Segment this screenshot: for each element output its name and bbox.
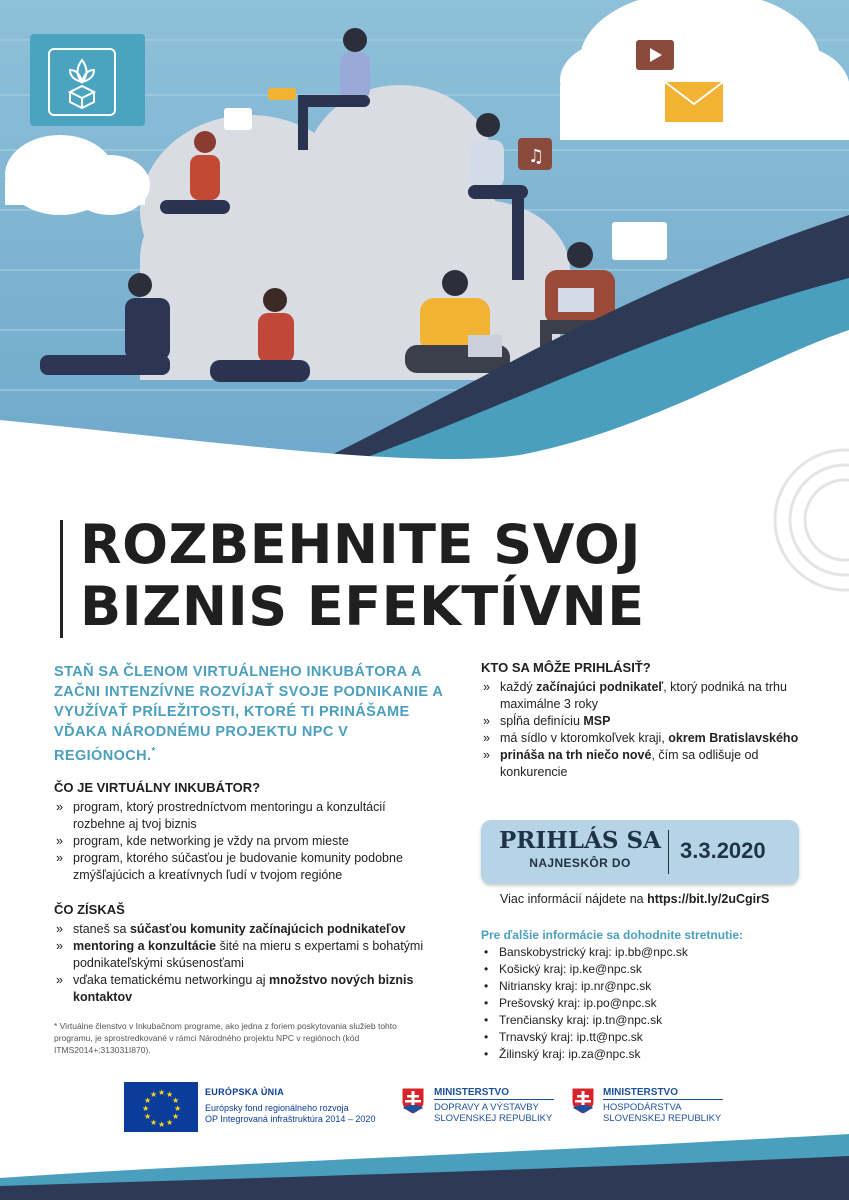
ministry2-line2: SLOVENSKEJ REPUBLIKY [603, 1113, 722, 1124]
list-item: » prináša na trh niečo nové, čím sa odlišuje od konkurencie [481, 747, 806, 781]
svg-text:★: ★ [144, 1096, 152, 1105]
contacts-section [481, 928, 811, 1063]
contacts-heading: Pre ďalšie informácie sa dohodnite stretnutie: [481, 928, 744, 942]
svg-text:★: ★ [172, 1112, 180, 1121]
list-item: » staneš sa súčasťou komunity začínajúcich podnikateľov [54, 921, 439, 938]
register-label: PRIHLÁS SA [499, 827, 661, 854]
contact-item: • Žilinský kraj: ip.za@npc.sk [481, 1046, 811, 1063]
footer [0, 1078, 849, 1200]
benefits-section [54, 902, 439, 1006]
list-item: » mentoring a konzultácie šité na mieru s expertami s bohatými podnikateľskými skúsenosťami [54, 938, 439, 972]
registration-box [481, 820, 799, 884]
ministry1-title: MINISTERSTVO [434, 1087, 510, 1098]
divider [668, 830, 669, 874]
ministry1-rule [434, 1099, 554, 1100]
who-list [481, 679, 806, 781]
footer-wave [0, 1134, 849, 1200]
what-is-section [54, 780, 439, 884]
contact-item: • Trnavský kraj: ip.tt@npc.sk [481, 1029, 811, 1046]
contact-item: • Košický kraj: ip.ke@npc.sk [481, 961, 811, 978]
list-item: » program, ktorého súčasťou je budovanie komunity podobne zmýšľajúcich a kreatívnych ľudí v tvojom regióne [54, 850, 439, 884]
list-item: » spĺňa definíciu MSP [481, 713, 806, 730]
list-item: » každý začínajúci podnikateľ, ktorý podniká na trhu maximálne 3 roky [481, 679, 806, 713]
list-item: » má sídlo v ktoromkoľvek kraji, okrem Bratislavského [481, 730, 806, 747]
svg-text:★: ★ [150, 1118, 158, 1127]
what-is-list [54, 799, 439, 884]
benefits-heading: ČO ZÍSKAŠ [54, 902, 125, 917]
contact-item: • Trenčiansky kraj: ip.tn@npc.sk [481, 1012, 811, 1029]
who-heading: KTO SA MÔŽE PRIHLÁSIŤ? [481, 660, 651, 675]
register-sublabel: NAJNESKÔR DO [529, 856, 631, 870]
svg-text:★: ★ [174, 1104, 182, 1113]
what-is-heading: ČO JE VIRTUÁLNY INKUBÁTOR? [54, 780, 261, 795]
slovak-coat-of-arms-icon [400, 1086, 426, 1116]
who-section [481, 660, 806, 781]
svg-text:★: ★ [166, 1118, 174, 1127]
ministry1-line1: DOPRAVY A VÝSTAVBY [434, 1102, 539, 1113]
footnote: * Virtuálne členstvo v Inkubačnom programe, ako jedna z foriem poskytovania služieb tohto programu, je sprostredkované v rámci Národného projektu NPC v regiónoch (kód ITMS2014+:313031I870). [54, 1021, 397, 1055]
list-item: » program, kde networking je vždy na prvom mieste [54, 833, 439, 850]
title-bar [60, 520, 63, 638]
more-info-link[interactable]: https://bit.ly/2uCgirS [647, 892, 770, 906]
plant-cube-icon [50, 50, 114, 114]
benefits-list [54, 921, 439, 1006]
ministry2-line1: HOSPODÁRSTVA [603, 1102, 682, 1113]
svg-text:♫: ♫ [528, 146, 545, 167]
svg-text:★: ★ [150, 1090, 158, 1099]
svg-text:★: ★ [166, 1090, 174, 1099]
deadline-date: 3.3.2020 [680, 838, 766, 863]
eu-title: EURÓPSKA ÚNIA [205, 1087, 285, 1097]
npc-logo [30, 34, 145, 126]
svg-text:★: ★ [172, 1096, 180, 1105]
list-item: » program, ktorý prostredníctvom mentoringu a konzultácií rozbehne aj tvoj biznis [54, 799, 439, 833]
svg-text:★: ★ [158, 1120, 166, 1129]
contacts-list [481, 944, 811, 1063]
title-line-1: ROZBEHNITE SVOJ [80, 513, 641, 576]
contact-item: • Prešovský kraj: ip.po@npc.sk [481, 995, 811, 1012]
intro-text [54, 662, 454, 766]
contact-item: • Banskobystrický kraj: ip.bb@npc.sk [481, 944, 811, 961]
title-line-2: BIZNIS EFEKTÍVNE [80, 575, 645, 638]
more-info-line: Viac informácií nájdete na https://bit.ly/2uCgirS [500, 892, 770, 906]
eu-op: OP Integrovaná infraštruktúra 2014 – 2020 [205, 1114, 376, 1124]
ministry2-title: MINISTERSTVO [603, 1087, 679, 1098]
list-item: » vďaka tematickému networkingu aj množstvo nových biznis kontaktov [54, 972, 439, 1006]
eu-flag-icon [124, 1082, 198, 1132]
eu-fund: Európsky fond regionálneho rozvoja [205, 1103, 349, 1113]
page-title [80, 514, 645, 638]
contact-item: • Nitriansky kraj: ip.nr@npc.sk [481, 978, 811, 995]
footnote-mark: * [151, 746, 156, 757]
ministry2-rule [603, 1099, 723, 1100]
svg-text:★: ★ [158, 1088, 166, 1097]
chat-icon [612, 222, 667, 260]
slovak-coat-of-arms-icon [570, 1086, 596, 1116]
svg-text:★: ★ [144, 1112, 152, 1121]
intro-body: STAŇ SA ČLENOM VIRTUÁLNEHO INKUBÁTORA A ZAČNI INTENZÍVNE ROZVÍJAŤ SVOJE PODNIKANIE A VYUŽÍVAŤ PRÍLEŽITOSTI, KTORÉ TI PRINÁŠAME VĎAKA NÁRODNÉMU PROJEKTU NPC V REGIÓNOCH. [54, 664, 443, 764]
ministry1-line2: SLOVENSKEJ REPUBLIKY [434, 1113, 553, 1124]
decorative-rings [735, 440, 849, 600]
svg-text:★: ★ [142, 1104, 150, 1113]
